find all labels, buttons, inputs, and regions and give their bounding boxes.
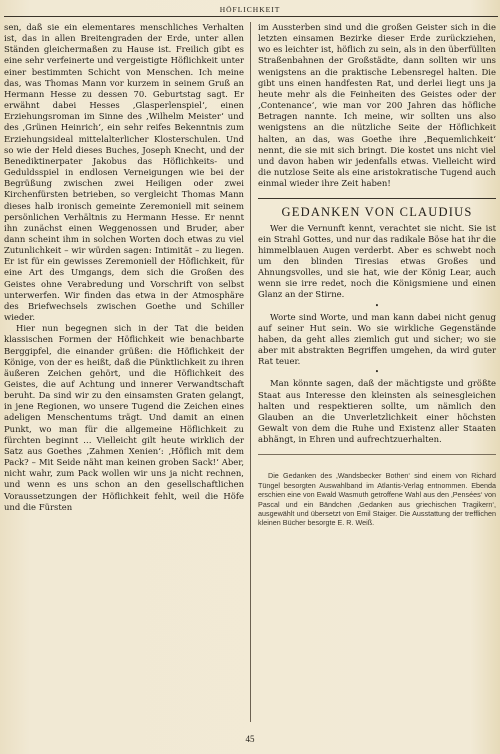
header-rule [4, 16, 498, 17]
right-column [258, 22, 496, 528]
footnote-rule [258, 454, 496, 455]
body-paragraph: sen, daß sie ein elementares menschliches Verhalten ist, das in allen Breitengraden der Erde, unter allen Ständen gleichermaßen zu Hause ist. Freilich gibt es eine sehr verfeinerte und vergeistigte Höflichkeit unter einer bestimmten Schicht von Menschen. Ich meine das, was Thomas Mann vor kurzem in seinem Gruß an Hermann Hesse zu dessen 70. Geburtstag sagt. Er erwähnt dabei Hesses ‚Glasperlenspiel‘, einen Erziehungsroman im Sinne des ‚Wilhelm Meister‘ und des ‚Grünen Heinrich‘, ein sehr reifes Bekenntnis zum Erziehungsideal mittelalterlicher Klosterschulen. Und so wie der Held dieses Buches, Joseph Knecht, und der Benediktinerpater Jakobus das Höflichkeits- und Geduldsspiel in endlosen Verneigungen wie bei der Begrüßung zwischen zwei Heiligen oder zwei Kirchenfürsten betrieben, so vergleicht Thomas Mann dieses halb ironisch gemeinte Zeremoniell mit seinem persönlichen Verhältnis zu Hermann Hesse. Er nennt ihn zunächst einen Weggenossen und Bruder, aber dann scheint ihm in solchen Worten doch etwas zu viel Zutunlichkeit – wir würden sagen: Intimität – zu liegen. Er ist für ein gewisses Zeremoniell der Höflichkeit, für eine Art des Umgangs, dem sich die Großen des Geistes ohne Verabredung und Vorschrift von selbst unterwerfen. Wir finden das etwa in der Atmosphäre des Briefwechsels zwischen Goethe und Schiller wieder. [4, 22, 244, 323]
section-rule [258, 198, 496, 199]
aphorism-separator: • [374, 301, 380, 310]
page-number: 45 [245, 734, 255, 744]
section-title: GEDANKEN VON CLAUDIUS [281, 205, 473, 220]
aphorism: Man könnte sagen, daß der mächtigste und größte Staat aus Interesse den kleinsten als seinesgleichen halten und respektieren sollte, um nämlich den Glauben an die Unverletzlichkeit einer höchsten Gewalt von dem die Ruhe und Existenz aller Staaten abhängt, in Ehren und aufrechtzuerhalten. [258, 378, 496, 445]
aphorism: Worte sind Worte, und man kann dabei nicht genug auf seiner Hut sein. Wo sie wirkliche Gegenstände haben, da geht alles ziemlich gut und sicher; wo sie aber mit abstrakten Begriffen umgehen, da wird guter Rat teuer. [258, 311, 496, 367]
left-column [4, 22, 244, 513]
body-paragraph: im Aussterben sind und die großen Geister sich in die letzten einsamen Bezirke dieser Erde zurückziehen, wo es leichter ist, höflich zu sein, als in den überfüllten Straßenbahnen der Großstädte, dann sollten wir uns wenigstens an die praktische Lebensregel halten. Die gibt uns einen handfesten Rat, und derlei liegt uns ja heute mehr als die Feinheiten des Geistes oder der ‚Contenance‘, wie man vor 200 Jahren das höfliche Betragen nannte. Ich meine, wir sollten uns also wenigstens an die nützliche Seite der Höflichkeit halten, an das, was Goethe ihre ‚Bequemlichkeit‘ nennt, die sie mit sich bringt. Die kostet uns nicht viel und davon haben wir jedenfalls etwas. Vielleicht wird die nutzlose Seite als eine aristokratische Tugend auch einmal wieder ihre Zeit haben! [258, 22, 496, 189]
footnote: Die Gedanken des ‚Wandsbecker Bothen‘ sind einem von Richard Tüngel besorgten Auswahlband im Atlantis-Verlag entnommen. Ebenda erschien eine von Ewald Wasmuth getroffene Wahl aus den ‚Pensées‘ von Pascal und ein Bändchen ‚Gedanken aus griechischen Tragikern‘, ausgewählt und übersetzt von Emil Staiger. Die Ausstattung der trefflichen kleinen Bücher besorgte E. R. Weiß. [258, 471, 496, 528]
aphorism: Wer die Vernunft kennt, verachtet sie nicht. Sie ist ein Strahl Gottes, und nur das radikale Böse hat ihr die himmelblauen Augen verderbt. Aber es schwebt noch um den blinden Tiresias etwas Großes und Ahnungsvolles, und sie hat, wie der König Lear, auch wenn sie irre redet, noch die Königsmiene und einen Glanz an der Stirne. [258, 222, 496, 300]
aphorism-separator: • [374, 368, 380, 377]
running-head: HÖFLICHKEIT [219, 5, 281, 14]
column-divider [250, 22, 251, 722]
body-paragraph: Hier nun begegnen sich in der Tat die beiden klassischen Formen der Höflichkeit wie benachbarte Berggipfel, die einander grüßen: die Höflichkeit der Könige, von der es heißt, daß die Pünktlichkeit zu ihren äußeren Zeichen gehört, und die Höflichkeit des Geistes, die auf Achtung und innerer Verwandtschaft beruht. Da sind wir zu den einsamsten Graten gelangt, in jene Regionen, wo unsere Tugend die Zeichen eines adeligen Menschentums trägt. Und damit an einen Punkt, wo man für die allgemeine Höflichkeit zu fürchten beginnt … Vielleicht gilt heute wirklich der Satz aus Goethes ‚Zahmen Xenien‘: ‚Höflich mit dem Pack? – Mit Seide näht man keinen groben Sack!‘ Aber, nicht wahr, zum Pack wollen wir uns ja nicht rechnen, und wenn es uns schon an den gesellschaftlichen Voraussetzungen der Höflichkeit fehlt, weil die Höfe und die Fürsten [4, 323, 244, 512]
